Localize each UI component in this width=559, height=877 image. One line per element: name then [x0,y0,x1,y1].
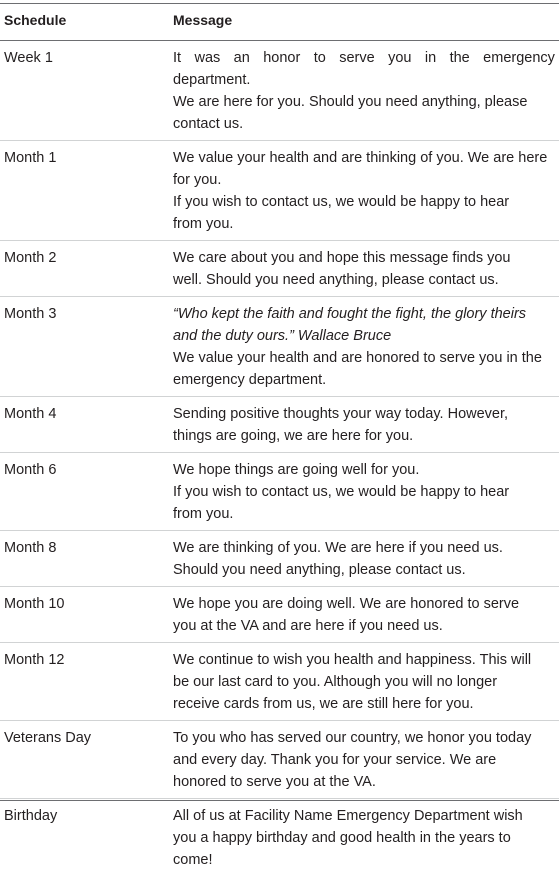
message-cell [173,147,555,235]
column-header-message: Message [173,12,233,28]
message-line: We hope you are doing well. We are honored to serve [173,596,520,612]
message-line: We are thinking of you. We are here if you need us. [173,540,503,556]
schedule-cell: Month 6 [4,462,57,478]
table-row [0,643,559,721]
message-line: you a happy birthday and good health in the years to [173,830,511,846]
table-top-rule [0,3,559,4]
column-header-schedule: Schedule [4,12,67,28]
schedule-cell: Week 1 [4,50,53,66]
message-line: If you wish to contact us, we would be happy to hear [173,194,510,210]
message-line: emergency department. [173,372,327,388]
table-row [0,799,559,877]
message-line: We continue to wish you health and happiness. This will [173,652,532,668]
message-cell [173,247,555,291]
schedule-cell: Month 2 [4,250,57,266]
message-line: from you. [173,506,234,522]
table-row [0,241,559,297]
message-cell [173,727,555,793]
message-cell [173,403,555,447]
message-line: All of us at Facility Name Emergency Department wish [173,808,523,824]
message-line: contact us. [173,116,244,132]
schedule-cell: Birthday [4,808,58,824]
schedule-cell: Month 4 [4,406,57,422]
table-row [0,41,559,141]
message-line: things are going, we are here for you. [173,428,414,444]
message-cell [173,805,555,871]
message-line: Should you need anything, please contact us. [173,562,466,578]
message-line: Sending positive thoughts your way today. However, [173,406,509,422]
message-line: honored to serve you at the VA. [173,774,376,790]
table-row [0,141,559,241]
schedule-cell: Month 1 [4,150,57,166]
message-line: you at the VA and are here if you need us. [173,618,443,634]
schedule-cell: Veterans Day [4,730,92,746]
schedule-cell: Month 8 [4,540,57,556]
message-line: come! [173,852,213,868]
message-line: We are here for you. Should you need anything, please [173,94,528,110]
message-cell [173,593,555,637]
schedule-cell: Month 10 [4,596,65,612]
message-line: receive cards from us, we are still here for you. [173,696,474,712]
table-row [0,587,559,643]
message-line: from you. [173,216,234,232]
message-cell [173,459,555,525]
message-line: We value your health and are honored to serve you in the [173,350,542,366]
message-line: department. [173,72,251,88]
message-line: for you. [173,172,222,188]
quote-line: and the duty ours.” Wallace Bruce [173,328,392,344]
table-row [0,531,559,587]
message-cell [173,649,555,715]
schedule-cell: Month 12 [4,652,65,668]
table-bottom-rule [0,800,559,801]
message-line: We hope things are going well for you. [173,462,420,478]
table-row [0,297,559,397]
message-cell [173,537,555,581]
message-line: well. Should you need anything, please contact us. [173,272,499,288]
message-line: and every day. Thank you for your service. We are [173,752,497,768]
message-cell [173,47,555,135]
message-line: If you wish to contact us, we would be happy to hear [173,484,510,500]
message-line: To you who has served our country, we honor you today [173,730,532,746]
quote-line: “Who kept the faith and fought the fight, the glory theirs [173,306,527,322]
table-row [0,453,559,531]
schedule-cell: Month 3 [4,306,57,322]
message-line: It was an honor to serve you in the emergency [173,50,555,66]
message-line: be our last card to you. Although you will no longer [173,674,498,690]
message-cell [173,303,555,391]
message-line: We care about you and hope this message finds you [173,250,511,266]
message-line: We value your health and are thinking of you. We are here [173,150,548,166]
table-row [0,721,559,799]
table-row [0,397,559,453]
